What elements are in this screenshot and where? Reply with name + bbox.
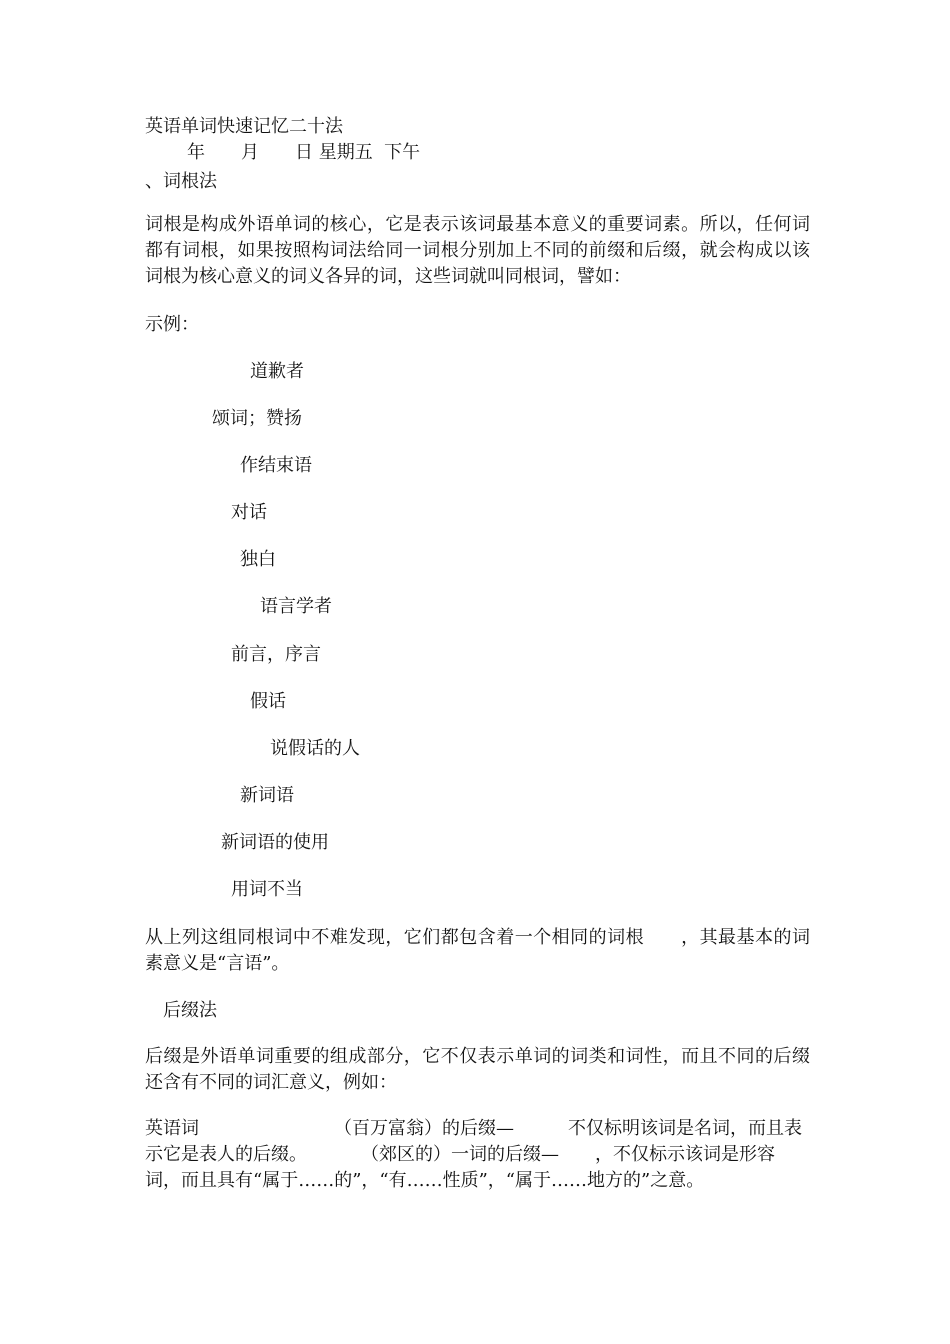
paragraph-conclusion: 从上列这组同根词中不难发现，它们都包含着一个相同的词根 ，其最基本的词素意义是“言语”。: [145, 927, 810, 974]
example-item: 用词不当: [231, 879, 303, 900]
example-item: 对话: [231, 502, 267, 523]
example-item: 说假话的人: [270, 738, 360, 759]
example-item: 新词语: [240, 785, 294, 806]
document-title: 英语单词快速记忆二十法: [145, 116, 343, 137]
section-heading-suffix-method: 后缀法: [163, 1000, 217, 1021]
example-item: 前言，序言: [231, 644, 321, 665]
example-item: 颂词；赞扬: [212, 408, 302, 429]
section-heading-root-method: 、词根法: [145, 171, 217, 192]
example-item: 语言学者: [260, 596, 332, 617]
example-item: 道歉者: [250, 361, 304, 382]
date-line: 年 月 日 星期五 下午: [187, 142, 421, 163]
paragraph-suffix-example-line: 词，而且具有“属于……的”，“有……性质”，“属于……地方的”之意。: [145, 1170, 705, 1191]
example-item: 假话: [250, 691, 286, 712]
example-item: 作结束语: [240, 455, 312, 476]
paragraph-suffix-example-line: 英语词 （百万富翁）的后缀— 不仅标明该词是名词，而且表: [145, 1118, 802, 1139]
paragraph-root-definition: 词根是构成外语单词的核心，它是表示该词最基本意义的重要词素。所以，任何词都有词根，如果按照构词法给同一词根分别加上不同的前缀和后缀，就会构成以该词根为核心意义的词义各异的词，这些词就叫同根词，譬如：: [145, 214, 810, 287]
paragraph-suffix-definition: 后缀是外语单词重要的组成部分，它不仅表示单词的词类和词性，而且不同的后缀还含有不同的词汇意义，例如：: [145, 1046, 810, 1093]
example-item: 独白: [240, 549, 276, 570]
example-item: 新词语的使用: [221, 832, 329, 853]
examples-label: 示例：: [145, 314, 199, 335]
paragraph-suffix-example-line: 示它是表人的后缀。 （郊区的）一词的后缀— ，不仅标示该词是形容: [145, 1144, 775, 1165]
